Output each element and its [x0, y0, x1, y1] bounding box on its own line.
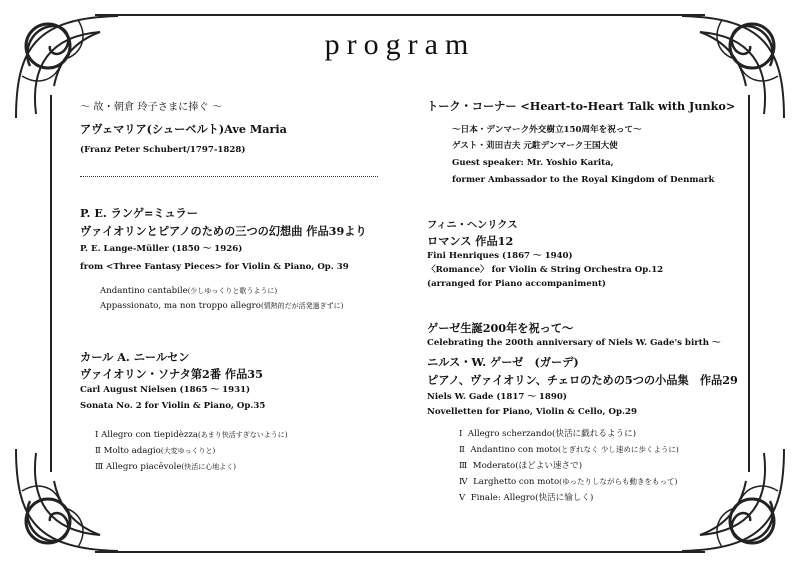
nielsen-composer-en: Carl August Nielsen (1865 ～ 1931) [80, 385, 251, 395]
gade-celebration-en: Celebrating the 200th anniversary of Niels W. Gade's birth ～ [427, 338, 721, 348]
movement-note: (情熱的だが活発過ぎずに) [260, 302, 344, 310]
nielsen-movement [95, 447, 215, 456]
henriques-note: (arranged for Piano accompaniment) [427, 279, 606, 289]
talk-title: トーク・コーナー <Heart-to-Heart Talk with Junko> [427, 99, 736, 113]
gade-movement [459, 478, 677, 487]
gade-composer-ja: ニルス・W. ゲーゼ (ガーデ) [427, 355, 579, 369]
talk-line: ゲスト・苅田吉夫 元駐デンマーク王国大使 [452, 141, 618, 151]
lange-movement [100, 302, 343, 311]
movement-label: Allegro con tiepidèzza [101, 430, 199, 440]
ornament-bottom-right-icon [672, 441, 792, 561]
movement-number: Ⅰ [459, 429, 463, 439]
page-title: program [324, 28, 476, 61]
section-divider [80, 176, 378, 177]
frame-bottom-border [95, 551, 705, 553]
movement-number: Ⅱ [95, 446, 101, 456]
lange-composer-en: P. E. Lange-Müller (1850 ～ 1926) [80, 244, 243, 254]
nielsen-movement [95, 463, 236, 472]
movement-note: (快活に愉しく) [535, 493, 594, 503]
talk-line: former Ambassador to the Royal Kingdom of Denmark [452, 175, 715, 185]
movement-note: (少しゆっくりと歌うように) [187, 287, 278, 295]
nielsen-work-en: Sonata No. 2 for Violin & Piano, Op.35 [80, 401, 266, 411]
gade-composer-en: Niels W. Gade (1817 ～ 1890) [427, 392, 567, 402]
ornament-bottom-left-icon [8, 441, 128, 561]
movement-note: (快活に心地よく) [181, 463, 236, 471]
movement-number: Ⅲ [459, 461, 468, 471]
gade-movement [459, 494, 593, 503]
movement-label: Andantino cantabile [100, 286, 188, 296]
movement-number: Ⅰ [95, 430, 99, 440]
dedication-line: ～ 故・朝倉 玲子さまに捧ぐ ～ [80, 102, 223, 113]
henriques-work-ja: ロマンス 作品12 [427, 234, 514, 248]
movement-note: (ゆったりしながらも動きをもって) [559, 477, 678, 486]
movement-label: Allegro scherzando [467, 429, 552, 439]
gade-work-ja: ピアノ、ヴァイオリン、チェロのための5つの小品集 作品29 [427, 373, 738, 387]
movement-label: Larghetto con moto [473, 477, 560, 487]
movement-label: Appassionato, ma non troppo allegro [100, 301, 261, 311]
gade-work-en: Novelletten for Piano, Violin & Cello, Op.29 [427, 407, 637, 417]
frame-top-border [95, 14, 705, 16]
movement-number: Ⅴ [459, 493, 466, 503]
henriques-composer-en: Fini Henriques (1867 ～ 1940) [427, 251, 573, 261]
movement-note: (ほどよい速さで) [515, 461, 583, 471]
nielsen-work-ja: ヴァイオリン・ソナタ第2番 作品35 [80, 367, 263, 381]
movement-label: Moderato [472, 461, 516, 471]
henriques-composer-ja: フィニ・ヘンリクス [427, 219, 518, 231]
talk-line: Guest speaker: Mr. Yoshio Karita, [452, 158, 614, 168]
frame-right-border [748, 95, 750, 472]
henriques-work-en: 〈Romance〉 for Violin & String Orchestra Op.12 [427, 265, 664, 275]
nielsen-movement [95, 431, 287, 440]
nielsen-composer-ja: カール A. ニールセン [80, 350, 190, 364]
movement-label: Allegro piacēvole [106, 462, 182, 472]
movement-note: (あまり快活すぎないように) [198, 431, 288, 439]
movement-label: Finale: Allegro [470, 493, 536, 503]
movement-number: Ⅱ [459, 445, 465, 455]
movement-number: Ⅲ [95, 462, 104, 472]
talk-line: ～日本・デンマーク外交樹立150周年を祝って～ [452, 125, 642, 135]
movement-note: (快活に戯れるように) [552, 429, 637, 439]
frame-left-border [50, 95, 52, 472]
lange-composer-ja: P. E. ランゲ=ミュラー [80, 206, 198, 220]
movement-note: (大変ゆっくりと) [160, 447, 216, 455]
movement-label: Andantino con moto [470, 445, 559, 455]
movement-number: Ⅳ [459, 477, 468, 487]
gade-celebration-ja: ゲーゼ生誕200年を祝って～ [427, 321, 574, 335]
gade-movement [459, 446, 679, 455]
lange-movement [100, 287, 277, 296]
ave-maria-composer: (Franz Peter Schubert/1797-1828) [80, 145, 246, 155]
movement-note: (とぎれなく 少し速めに歩くように) [558, 445, 679, 454]
movement-label: Molto adagio [103, 446, 161, 456]
lange-work-ja: ヴァイオリンとピアノのための三つの幻想曲 作品39より [80, 224, 367, 238]
lange-work-en: from <Three Fantasy Pieces> for Violin & Piano, Op. 39 [80, 262, 349, 272]
ave-maria-title: アヴェマリア(シューベルト)Ave Maria [80, 122, 287, 136]
gade-movement [459, 430, 636, 439]
gade-movement [459, 462, 582, 471]
